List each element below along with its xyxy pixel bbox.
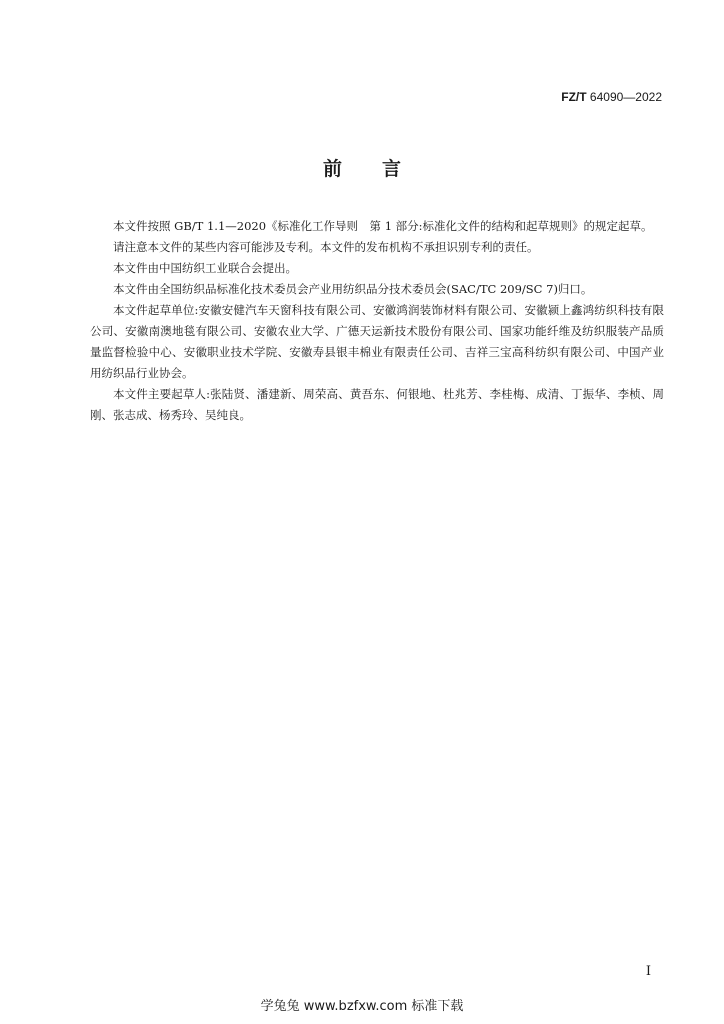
paragraph-technical-committee: 本文件由全国纺织品标准化技术委员会产业用纺织品分技术委员会(SAC/TC 209/SC 7)归口。	[113, 282, 593, 296]
paragraph-drafters: 本文件主要起草人:张陆贤、潘建新、周荣高、黄吾东、何银地、杜兆芳、李桂梅、成清、丁振华、李桢、周刚、张志成、杨秀玲、吴纯良。	[90, 387, 664, 422]
paragraph-patent-notice: 请注意本文件的某些内容可能涉及专利。本文件的发布机构不承担识别专利的责任。	[113, 240, 539, 254]
page-number: I	[645, 964, 651, 979]
paragraph-drafting-units: 本文件起草单位:安徽安健汽车天窗科技有限公司、安徽鸿润装饰材料有限公司、安徽颍上鑫鸿纺织科技有限公司、安徽南澳地毯有限公司、安徽农业大学、广德天运新技术股份有限公司、国家功能纤维及纺织服装产品质量监督检验中心、安徽职业技术学院、安徽寿县银丰棉业有限责任公司、吉祥三宝高科纺织有限公司、中国产业用纺织品行业协会。	[90, 303, 664, 380]
paragraph-drafting-rules: 本文件按照 GB/T 1.1—2020《标准化工作导则 第 1 部分:标准化文件的结构和起草规则》的规定起草。	[113, 219, 653, 233]
standard-code: FZ/T	[561, 90, 587, 104]
foreword-body	[90, 216, 664, 426]
footer-watermark: 学兔兔 www.bzfxw.com 标准下载	[260, 999, 464, 1014]
standard-number	[561, 90, 662, 104]
paragraph-proposer: 本文件由中国纺织工业联合会提出。	[113, 261, 297, 275]
standard-number-value: 64090—2022	[589, 90, 662, 104]
page-title: 前言	[322, 158, 441, 180]
